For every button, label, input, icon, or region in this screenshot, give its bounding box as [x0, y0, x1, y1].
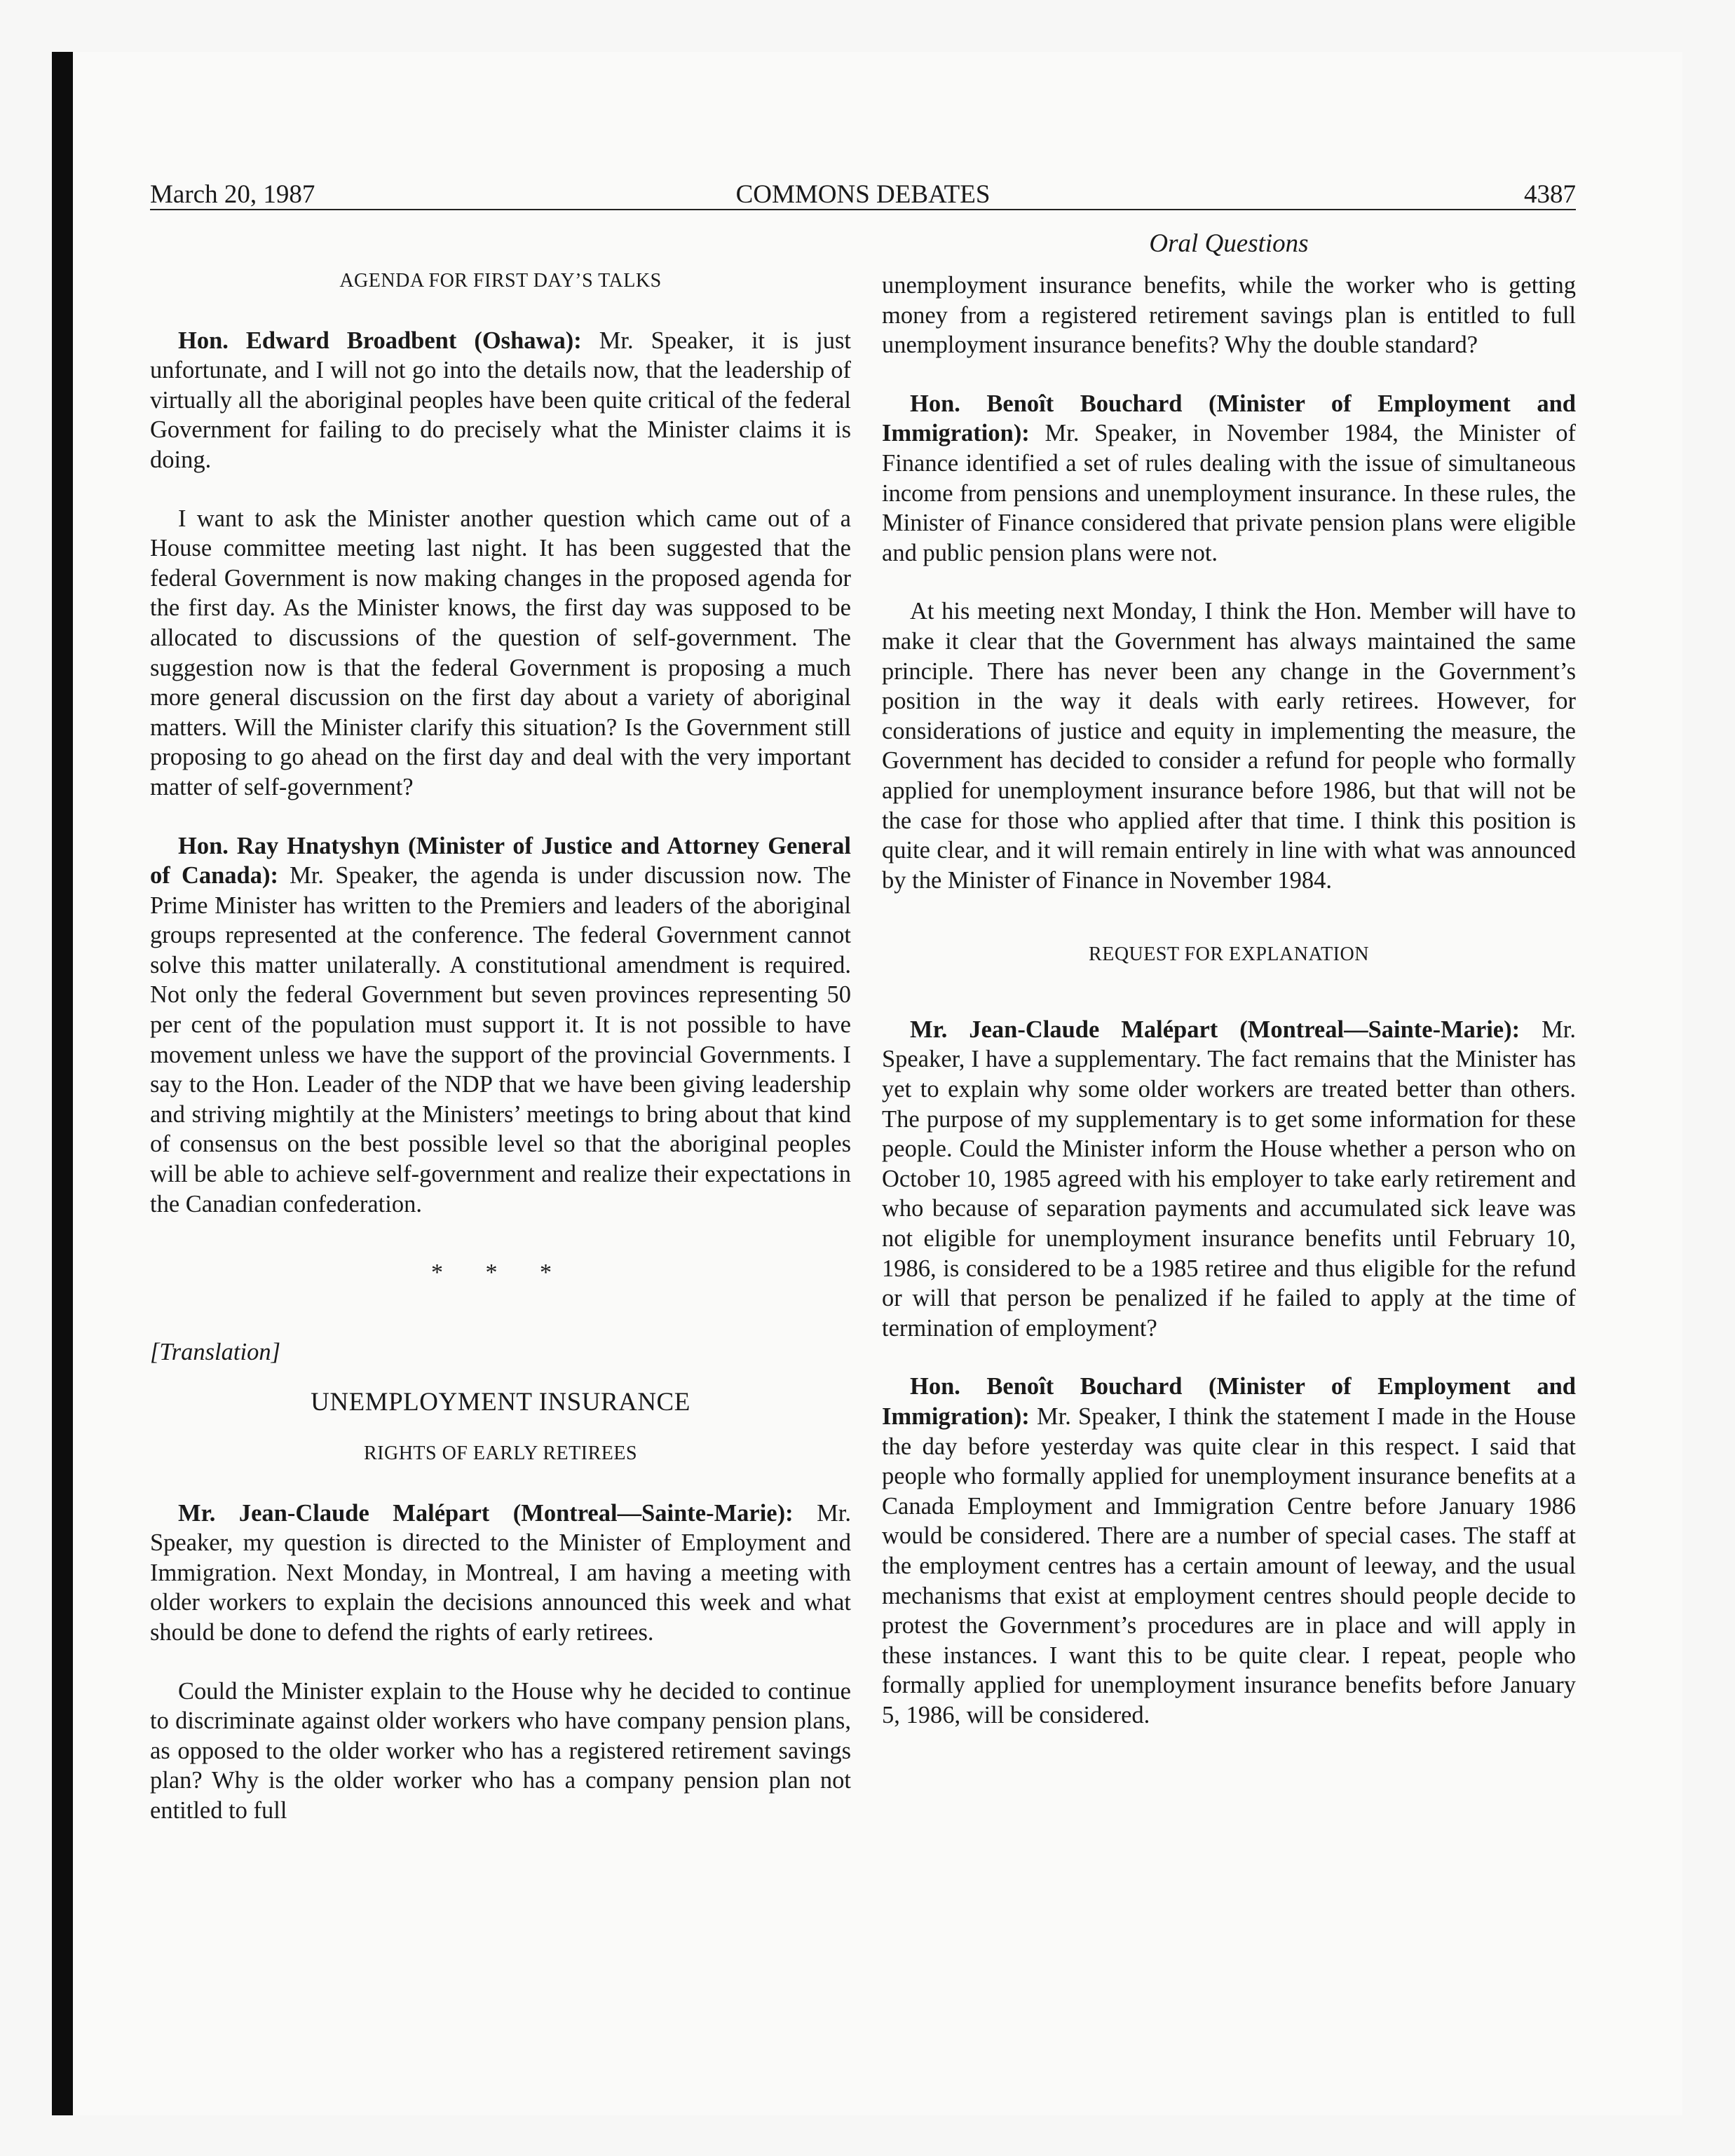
paragraph-bouchard-2: [882, 596, 1576, 895]
paragraph-broadbent-2: [150, 504, 851, 803]
speech-text: Mr. Speaker, my question is directed to the Minister of Employment and Immigration. Next Monday, in Montreal, I am having a meeting with older workers to explain the decisions announced this week and what should be done to defend the rights of early retirees.: [150, 1499, 851, 1646]
translation-note: [Translation]: [150, 1338, 280, 1365]
header-rule: [150, 209, 1576, 210]
speech-text: At his meeting next Monday, I think the Hon. Member will have to make it clear that the Government has always maintained the same principle. There has never been any change in the Government’s position in the way it deals with early retirees. However, for considerations of justice and equity in implementing the measure, the Government has decided to consider a refund for people who formally applied for unemployment insurance before 1986, but that will not be the case for those who applied after that time. I think this position is quite clear, and it will remain entirely in line with what was announced by the Minister of Finance in November 1984.: [882, 598, 1576, 894]
left-column: [150, 266, 851, 1855]
speech-text: unemployment insurance benefits, while the worker who is getting money from a registered retirement savings plan is entitled to full unemployment insurance benefits? Why the double standard?: [882, 272, 1576, 359]
paragraph-bouchard: [882, 389, 1576, 568]
header-journal-title: COMMONS DEBATES: [735, 180, 991, 209]
speaker-name: Hon. Edward Broadbent (Oshawa):: [178, 327, 582, 354]
speech-text: I want to ask the Minister another question which came out of a House committee meeting last night. It has been suggested that the federal Government is now making changes in the proposed agenda for the first day. As the Minister knows, the first day was supposed to be allocated to discussions of the question of self-government. The suggestion now is that the federal Government is proposing a much more general discussion on the first day about a variety of aboriginal matters. Will the Minister clarify this situation? Is the Government still proposing to go ahead on the first day and deal with the very important matter of self-government?: [150, 505, 851, 800]
speaker-name: Hon. Ray Hnatyshyn (Minister of Justice and Attorney General of Canada):: [150, 832, 851, 889]
speech-text: Could the Minister explain to the House why he decided to continue to discriminate against older workers who have company pension plans, as opposed to the older worker who has a registered retirement savings plan? Why is the older worker who has a company pension plan not entitled to full: [150, 1677, 851, 1824]
speech-text: Mr. Speaker, the agenda is under discussion now. The Prime Minister has written to the Premiers and leaders of the aboriginal groups represented at the conference. The federal Government cannot solve this matter unilaterally. A constitutional amendment is required. Not only the federal Government but seven provinces representing 50 per cent of the population must support it. It is not possible to have movement unless we have the support of the provincial Governments. I say to the Hon. Leader of the NDP that we have been giving leadership and striving mightily at the Ministers’ meetings to bring about that kind of consensus on the best possible level so that the aboriginal peoples will be able to achieve self-government and realize their expectations in the Canadian confederation.: [150, 862, 851, 1217]
speaker-name: Mr. Jean-Claude Malépart (Montreal—Sainte-Marie):: [910, 1016, 1520, 1043]
scan-binding-edge: [52, 52, 73, 2115]
speech-text: Mr. Speaker, I have a supplementary. The fact remains that the Minister has yet to explain why some older workers are treated better than others. The purpose of my supplementary is to get some information for these people. Could the Minister inform the House whether a person who on October 10, 1985 agreed with his employer to take early retirement and who because of separation payments and accumulated sick leave was not eligible for unemployment insurance benefits until February 10, 1986, is considered to be a 1985 retiree and thus eligible for the refund or will that person be penalized if he failed to apply at the time of termination of employment?: [882, 1016, 1576, 1342]
speech-text: Mr. Speaker, in November 1984, the Minister of Finance identified a set of rules dealing with the issue of simultaneous income from pensions and unemployment insurance. In these rules, the Minister of Finance considered that private pension plans were eligible and public pension plans were not.: [882, 420, 1576, 566]
section-title-request-for-explanation: REQUEST FOR EXPLANATION: [1089, 943, 1369, 966]
speaker-name: Hon. Benoît Bouchard (Minister of Employment and Immigration):: [882, 1373, 1576, 1430]
paragraph-bouchard-reply: [882, 1372, 1576, 1730]
paragraph-malepart: [150, 1499, 851, 1648]
paragraph-malepart-supplementary: [882, 1015, 1576, 1344]
right-column: [882, 271, 1576, 1759]
header-page-number: 4387: [1524, 180, 1576, 209]
section-subtitle-early-retirees: RIGHTS OF EARLY RETIREES: [363, 1442, 638, 1464]
section-title-agenda: AGENDA FOR FIRST DAY’S TALKS: [339, 270, 662, 292]
speech-text: Mr. Speaker, I think the statement I made in the House the day before yesterday was quite clear in this respect. I said that people who formally applied for unemployment insurance benefits at a Canada Employment and Immigration Centre before January 1986 would be considered. There are a number of special cases. The staff at the employment centres has a certain amount of leeway, and the usual mechanisms that exist at employment centres should people decide to protest the Government’s procedures are in place and will apply in these instances. I want this to be quite clear. I repeat, people who formally applied for unemployment insurance benefits before January 5, 1986, will be considered.: [882, 1403, 1576, 1728]
speech-text: Mr. Speaker, it is just unfortunate, and I will not go into the details now, that the leadership of virtually all the aboriginal peoples have been quite critical of the federal Government for failing to do precisely what the Minister claims it is doing.: [150, 327, 851, 473]
section-title-unemployment-insurance: UNEMPLOYMENT INSURANCE: [311, 1388, 690, 1417]
paragraph-broadbent: [150, 326, 851, 475]
paragraph-hnatyshyn: [150, 831, 851, 1220]
section-separator: * * *: [431, 1260, 570, 1286]
header-date: March 20, 1987: [150, 180, 315, 209]
right-column-kicker: Oral Questions: [1149, 229, 1309, 258]
paragraph-malepart-2: [150, 1677, 851, 1826]
paragraph-malepart-continued: [882, 271, 1576, 360]
speaker-name: Mr. Jean-Claude Malépart (Montreal—Sainte-Marie):: [178, 1499, 794, 1527]
speaker-name: Hon. Benoît Bouchard (Minister of Employment and Immigration):: [882, 390, 1576, 447]
running-header: [150, 175, 1576, 212]
